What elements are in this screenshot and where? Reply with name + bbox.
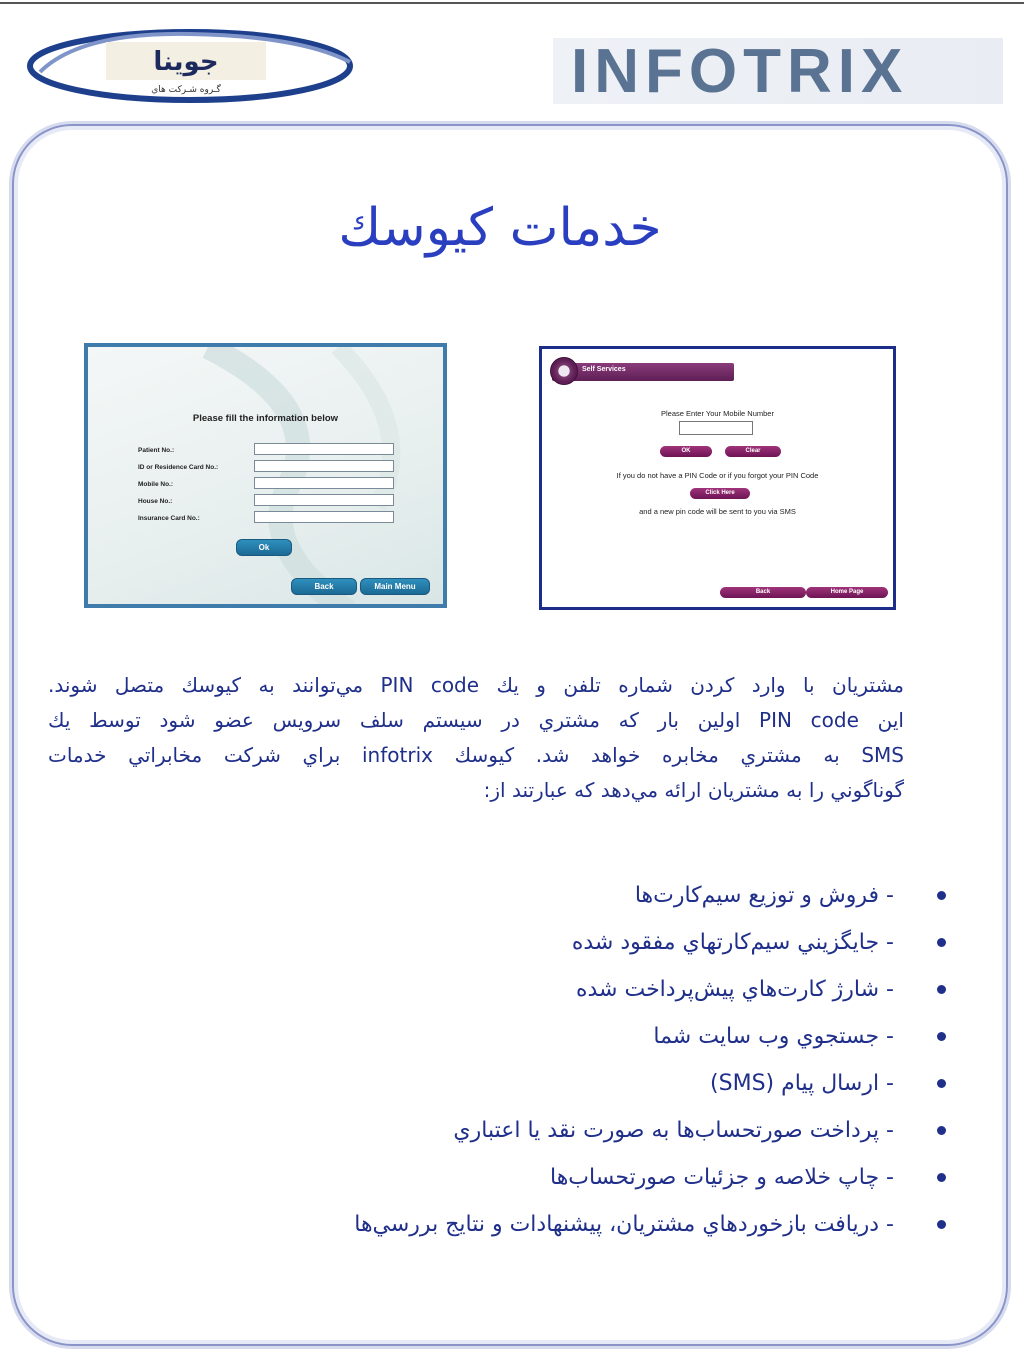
logo-name: جوینا <box>153 47 219 77</box>
mobile-no-input[interactable] <box>254 477 394 489</box>
kiosk-logo-icon <box>550 357 578 385</box>
back-button[interactable]: Back <box>720 587 806 598</box>
mobile-number-input[interactable] <box>679 421 753 435</box>
infotrix-wordmark: INFOTRIX <box>571 37 909 106</box>
list-item <box>0 1154 960 1201</box>
service-text: - شارژ كارت‌هاي پيش‌پرداخت شده <box>575 977 894 1002</box>
paragraph-line: اين PIN code اولين بار كه مشتري در سيستم سلف سرويس عضو شود توسط يك <box>48 708 904 732</box>
paragraph-line: مشتريان با وارد كردن شماره تلفن و يك PIN code مي‌توانند به كيوسك متصل شوند. <box>48 673 905 697</box>
list-item <box>0 966 960 1013</box>
insurance-card-input[interactable] <box>254 511 394 523</box>
list-item <box>0 1060 960 1107</box>
paragraph-line: SMS به مشتري مخابره خواهد شد. كيوسك infotrix براي شركت مخابراتي خدمات <box>48 743 904 767</box>
field-label: ID or Residence Card No.: <box>138 464 219 471</box>
mobile-prompt: Please Enter Your Mobile Number <box>661 409 774 418</box>
back-button[interactable]: Back <box>291 578 357 595</box>
sms-note: and a new pin code will be sent to you via SMS <box>639 507 796 516</box>
bullet-icon <box>937 985 946 994</box>
service-text: - فروش و توزيع سيم‌كارت‌ها <box>634 883 894 908</box>
bullet-icon <box>937 1126 946 1135</box>
page-title: خدمات كيوسك <box>338 198 662 258</box>
click-here-button[interactable]: Click Here <box>690 488 750 499</box>
service-text: - جايگزيني سيم‌كارتهاي مفقود شده <box>571 930 894 955</box>
clear-button[interactable]: Clear <box>725 446 781 457</box>
self-services-header <box>552 363 734 381</box>
service-text: - جستجوي وب سايت شما <box>653 1024 894 1049</box>
kiosk-form-screenshot <box>84 343 447 608</box>
field-label: Patient No.: <box>138 447 175 454</box>
bullet-icon <box>937 1079 946 1088</box>
pin-hint: If you do not have a PIN Code or if you forgot your PIN Code <box>616 471 819 480</box>
self-services-title: Self Services <box>582 366 626 373</box>
service-text: - دريافت بازخوردهاي مشتريان، پيشنهادات و نتايج بررسي‌ها <box>354 1212 894 1237</box>
description-paragraph <box>48 668 904 808</box>
bullet-icon <box>937 1032 946 1041</box>
house-no-input[interactable] <box>254 494 394 506</box>
infotrix-logo <box>553 38 1003 104</box>
field-label: Insurance Card No.: <box>138 515 200 522</box>
field-label: House No.: <box>138 498 173 505</box>
main-menu-button[interactable]: Main Menu <box>360 578 430 595</box>
logo-swoosh-icon <box>20 22 360 106</box>
service-text: - پرداخت صورتحساب‌ها به صورت نقد يا اعتباري <box>453 1118 894 1143</box>
service-text: - چاپ خلاصه و جزئيات صورتحساب‌ها <box>550 1165 894 1190</box>
paragraph-line: گوناگوني را به مشتريان ارائه مي‌دهد كه عبارتند از: <box>483 778 904 802</box>
home-page-button[interactable]: Home Page <box>806 587 888 598</box>
bullet-icon <box>937 891 946 900</box>
self-services-screenshot <box>539 346 896 610</box>
field-label: Mobile No.: <box>138 481 174 488</box>
services-list <box>0 872 960 1248</box>
top-rule <box>0 2 1024 4</box>
list-item <box>0 872 960 919</box>
bullet-icon <box>937 938 946 947</box>
form-heading: Please fill the information below <box>192 413 339 424</box>
list-item <box>0 919 960 966</box>
list-item <box>0 1107 960 1154</box>
bullet-icon <box>937 1220 946 1229</box>
bullet-icon <box>937 1173 946 1182</box>
id-card-input[interactable] <box>254 460 394 472</box>
ok-button[interactable]: Ok <box>236 539 292 556</box>
patient-no-input[interactable] <box>254 443 394 455</box>
list-item <box>0 1201 960 1248</box>
service-text: - ارسال پيام (SMS) <box>710 1071 894 1096</box>
logo-subtitle: گـروه شـركت هاي <box>151 85 221 95</box>
ok-button[interactable]: OK <box>660 446 712 457</box>
list-item <box>0 1013 960 1060</box>
company-logo <box>20 22 360 106</box>
